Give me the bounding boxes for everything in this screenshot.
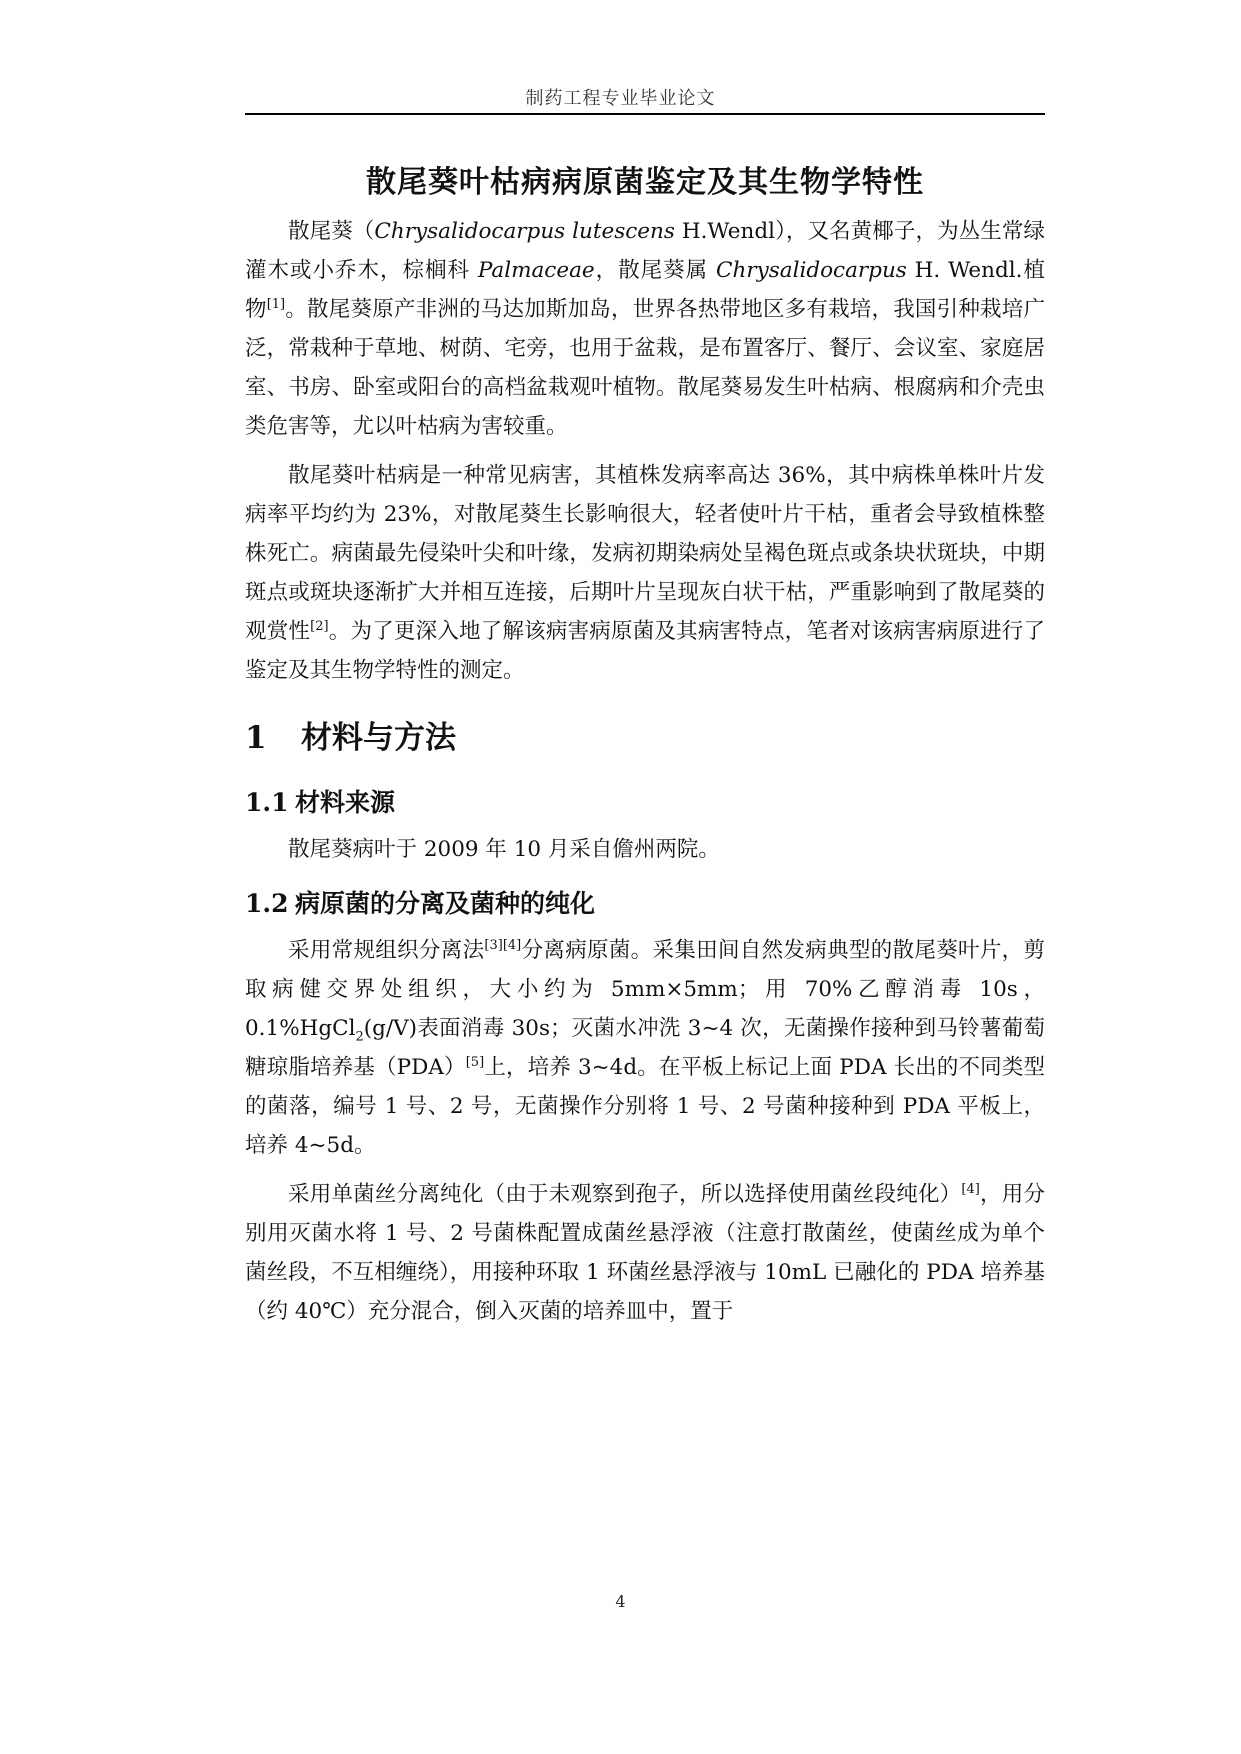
subsection-heading-1-2 bbox=[245, 877, 1045, 931]
section-heading-1 bbox=[245, 708, 1045, 768]
text-run: H. Wendl.植物 bbox=[245, 258, 1045, 322]
subsection-number: 1.2 bbox=[245, 889, 289, 918]
text-run: ，用分别用灭菌水将 1 号、2 号菌株配置成菌丝悬浮液（注意打散菌丝，使菌丝成为单个菌丝段，不互相缠绕），用接种环取 1 环菌丝悬浮液与 10mL 已融化的 PDA 培养基（约 40℃）充分混合，倒入灭菌的培养皿中，置于 bbox=[245, 1182, 1045, 1324]
text-run: 。散尾葵原产非洲的马达加斯加岛，世界各热带地区多有栽培，我国引种栽培广泛，常栽种于草地、树荫、宅旁，也用于盆栽，是布置客厅、餐厅、会议室、家庭居室、书房、卧室或阳台的高档盆栽观叶植物。散尾葵易发生叶枯病、根腐病和介壳虫类危害等，尤以叶枯病为害较重。 bbox=[245, 297, 1045, 439]
text-run: 上，培养 3~4d。在平板上标记上面 PDA 长出的不同类型的菌落，编号 1 号、2 号，无菌操作分别将 1 号、2 号菌种接种到 PDA 平板上，培养 4~5d。 bbox=[245, 1055, 1046, 1158]
header-divider bbox=[245, 113, 1045, 115]
text-run: ，散尾葵属 bbox=[594, 258, 717, 283]
text-run: H.Wendl），又名黄椰子，为丛生常绿灌木或小乔木，棕榈科 bbox=[245, 219, 1045, 283]
running-header: 制药工程专业毕业论文 bbox=[525, 88, 716, 109]
text-run: 。为了更深入地了解该病害病原菌及其病害特点，笔者对该病害病原进行了鉴定及其生物学特性的测定。 bbox=[245, 619, 1045, 683]
page-number: 4 bbox=[615, 1592, 626, 1611]
page-content bbox=[245, 154, 1045, 1331]
latin-name: Chrysalidocarpus lutescens bbox=[374, 219, 675, 244]
subsection-title: 病原菌的分离及菌种的纯化 bbox=[295, 889, 596, 918]
intro-paragraph-2 bbox=[245, 456, 1045, 690]
text-run: 散尾葵叶枯病是一种常见病害，其植株发病率高达 36%，其中病株单株叶片发病率平均约为 23%，对散尾葵生长影响很大，轻者使叶片干枯，重者会导致植株整株死亡。病菌最先侵染叶尖和叶缘，发病初期染病处呈褐色斑点或条块状斑块，中期斑点或斑块逐渐扩大并相互连接，后期叶片呈现灰白状干枯，严重影响到了散尾葵的观赏性 bbox=[245, 463, 1045, 644]
section-title: 材料与方法 bbox=[301, 720, 456, 756]
chemical-subscript: 2 bbox=[355, 1029, 364, 1045]
citation-ref: [5] bbox=[465, 1054, 485, 1070]
text-run: 采用单菌丝分离纯化（由于未观察到孢子，所以选择使用菌丝段纯化） bbox=[288, 1182, 962, 1207]
text-run: (g/V)表面消毒 30s；灭菌水冲洗 3~4 次，无菌操作接种到马铃薯葡萄糖琼脂培养基（PDA） bbox=[245, 1016, 1045, 1080]
subsection-1-2-paragraph-1 bbox=[245, 931, 1045, 1165]
citation-ref: [1] bbox=[266, 296, 286, 312]
latin-name: Palmaceae bbox=[477, 258, 595, 283]
latin-name: Chrysalidocarpus bbox=[716, 258, 907, 283]
citation-ref: [4] bbox=[961, 1181, 980, 1197]
citation-ref: [2] bbox=[310, 618, 329, 634]
subsection-title: 材料来源 bbox=[295, 788, 396, 817]
subsection-1-1-paragraph: 散尾葵病叶于 2009 年 10 月采自儋州两院。 bbox=[288, 837, 720, 862]
subsection-number: 1.1 bbox=[245, 788, 289, 817]
document-title: 散尾葵叶枯病病原菌鉴定及其生物学特性 bbox=[366, 165, 924, 200]
text-run: 分离病原菌。采集田间自然发病典型的散尾葵叶片，剪取病健交界处组织，大小约为 5mm×5mm；用 70%乙醇消毒 10s，0.1%HgCl bbox=[245, 938, 1045, 1041]
text-run: 散尾葵（ bbox=[288, 219, 375, 244]
subsection-heading-1-1 bbox=[245, 776, 1045, 830]
subsection-1-2-paragraph-2 bbox=[245, 1175, 1045, 1331]
intro-paragraph-1 bbox=[245, 212, 1045, 446]
text-run: 采用常规组织分离法 bbox=[288, 938, 485, 963]
section-number: 1 bbox=[245, 720, 267, 756]
citation-ref: [3][4] bbox=[484, 937, 522, 953]
